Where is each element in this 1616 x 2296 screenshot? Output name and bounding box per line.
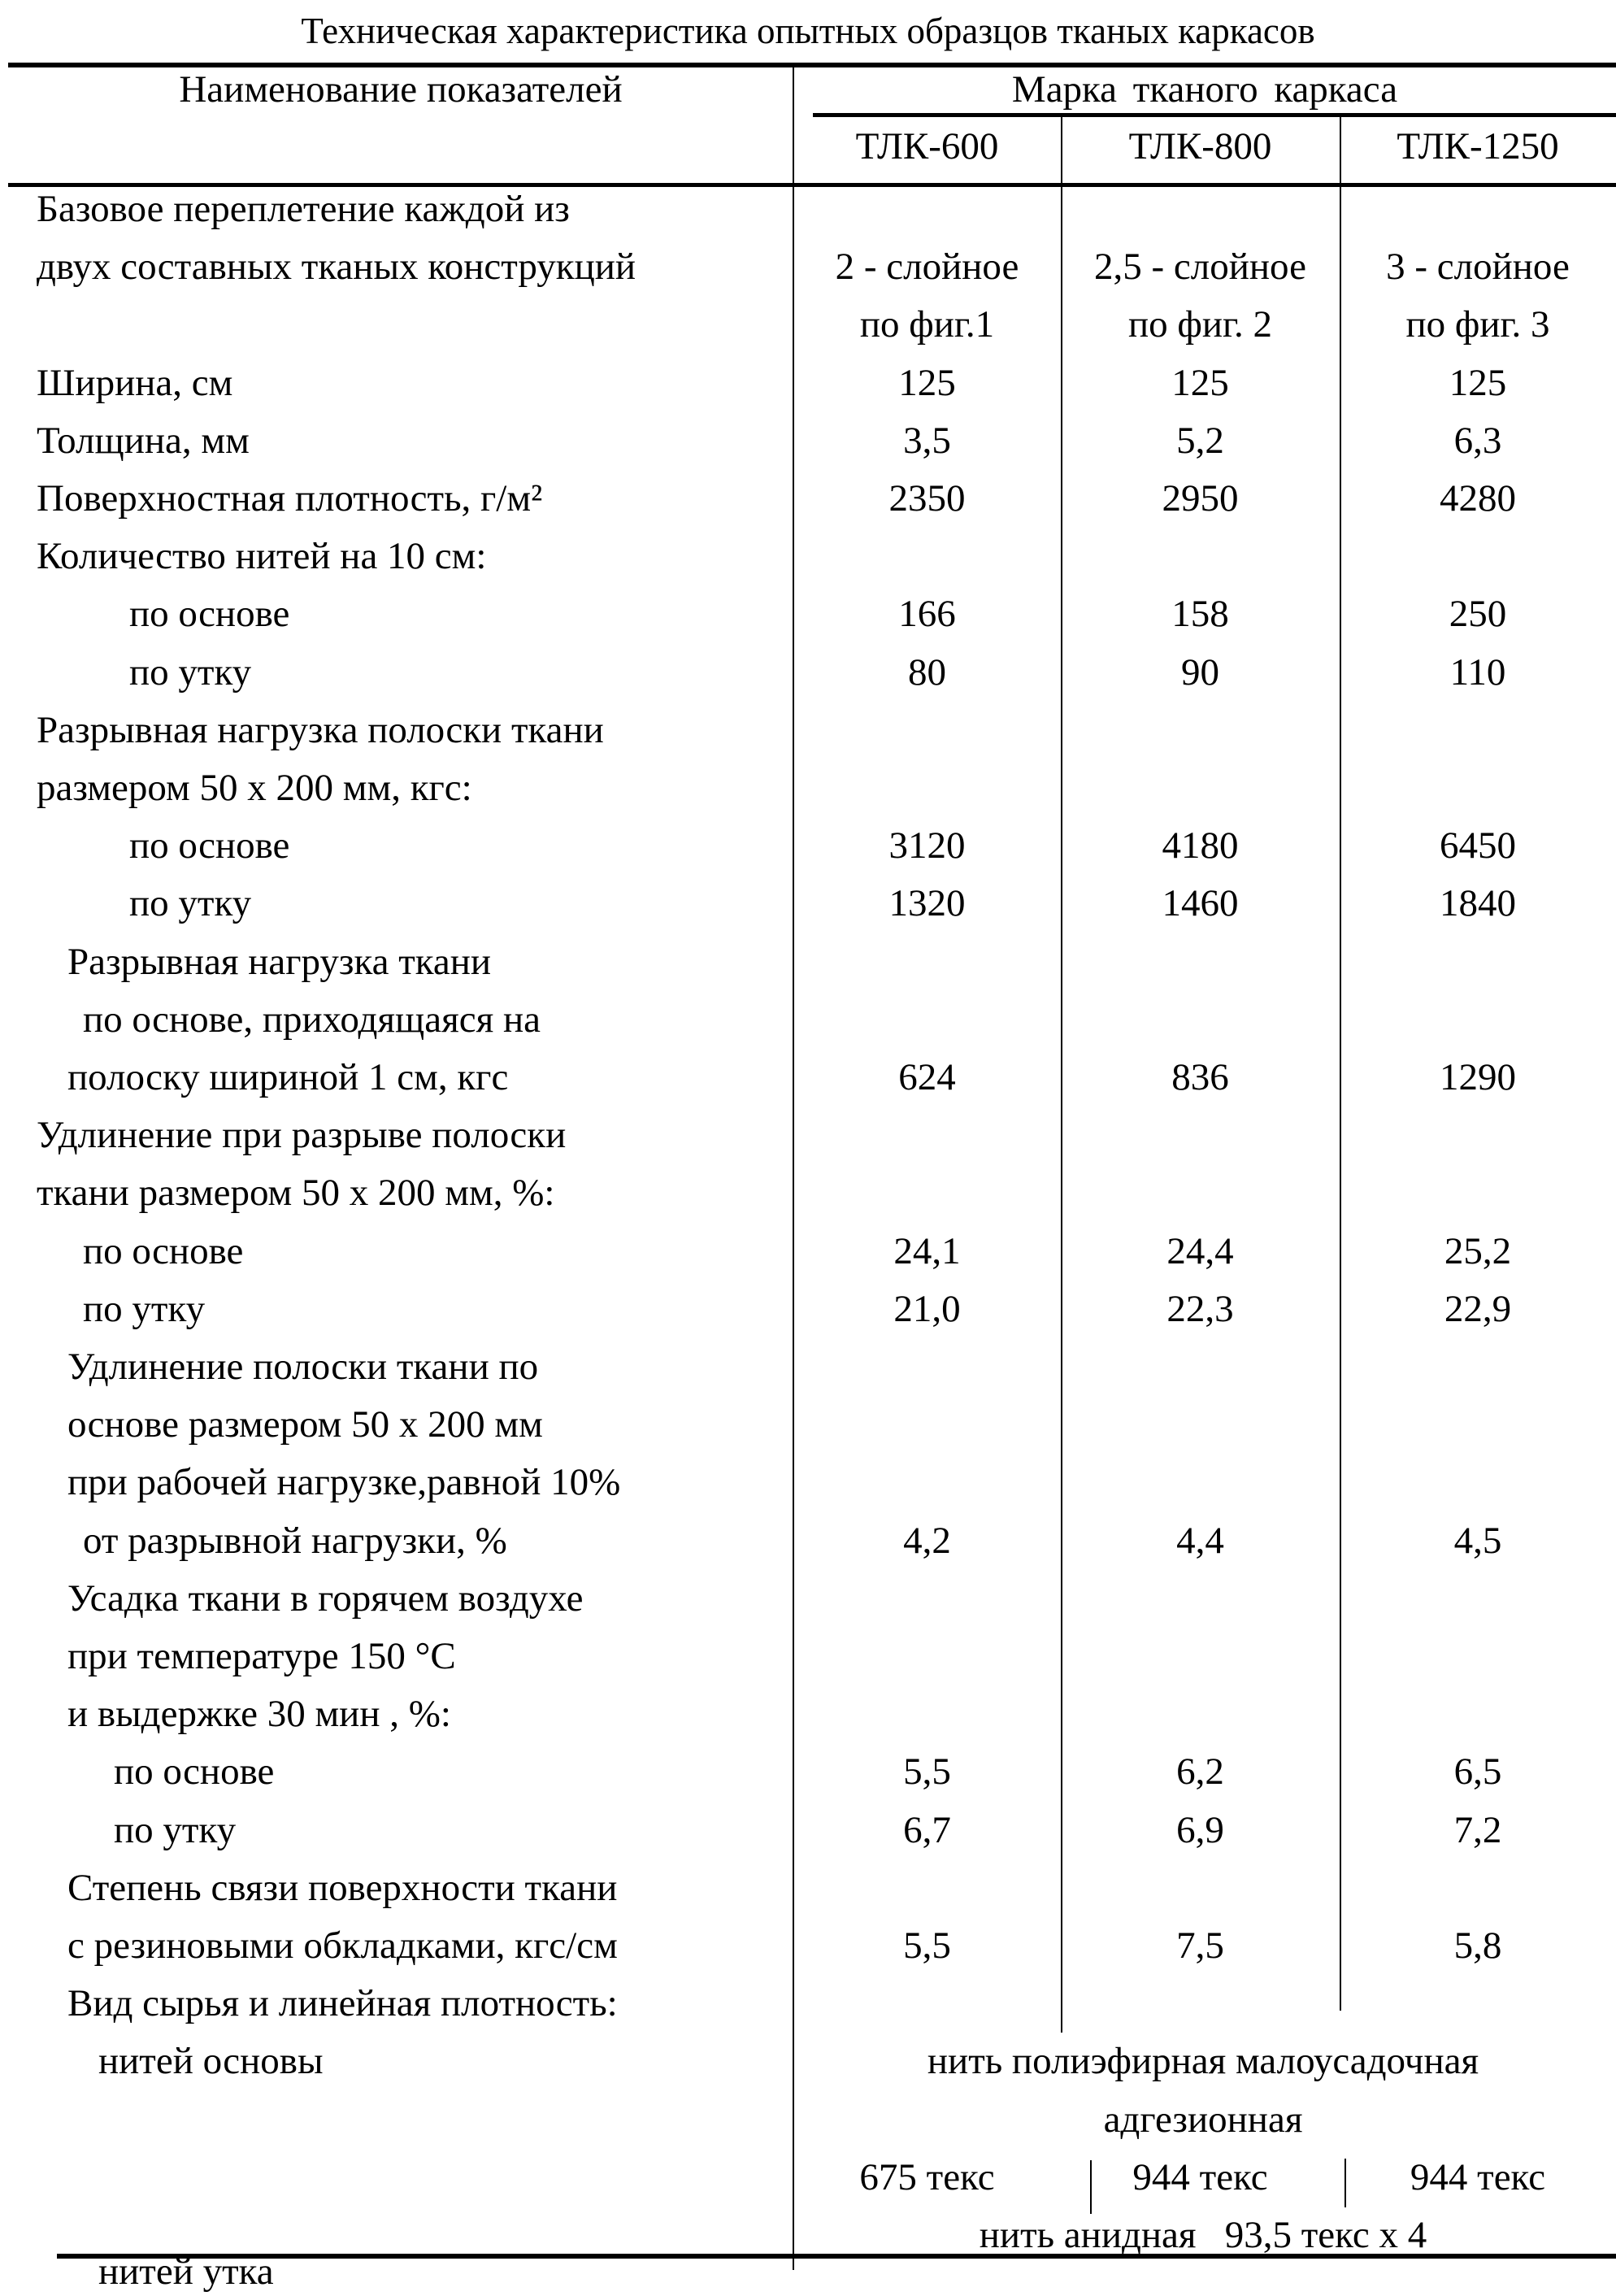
row-value-col2: 5,2	[1061, 416, 1340, 465]
row-value-col1: 675 текс	[793, 2153, 1061, 2202]
header-brand-tlk800: ТЛК-800	[1061, 122, 1340, 171]
row-label: двух составных тканых конструкций	[37, 242, 636, 291]
row-label: Удлинение при разрыве полоски	[37, 1111, 566, 1159]
row-value-col1: 21,0	[793, 1285, 1061, 1333]
row-value-col2: 7,5	[1061, 1921, 1340, 1970]
row-label: Ширина, см	[37, 359, 232, 407]
row-value-col2: 2950	[1061, 474, 1340, 523]
row-label: Усадка ткани в горячем воздухе	[67, 1574, 584, 1623]
row-label: основе размером 50 х 200 мм	[67, 1400, 543, 1449]
row-label: по основе	[83, 1227, 243, 1276]
row-value-col3: 6,5	[1340, 1747, 1616, 1796]
header-brand-tlk1250: ТЛК-1250	[1340, 122, 1616, 171]
row-label: размером 50 х 200 мм, кгс:	[37, 763, 472, 812]
row-value-merged: нить анидная 93,5 текс х 4	[813, 2211, 1593, 2259]
row-value-col2: по фиг. 2	[1061, 300, 1340, 349]
row-label: Разрывная нагрузка полоски ткани	[37, 706, 604, 754]
row-value-col3: 5,8	[1340, 1921, 1616, 1970]
row-label: полоску шириной 1 см, кгс	[67, 1053, 508, 1102]
row-label: Удлинение полоски ткани по	[67, 1342, 538, 1391]
row-label: по утку	[129, 648, 251, 697]
row-value-col2: 4180	[1061, 821, 1340, 870]
row-value-col1: 5,5	[793, 1747, 1061, 1796]
row-value-col1: 125	[793, 359, 1061, 407]
row-value-col1: 5,5	[793, 1921, 1061, 1970]
row-value-col3: 944 текс	[1340, 2153, 1616, 2202]
row-label: по основе	[129, 589, 289, 638]
row-label: Количество нитей на 10 см:	[37, 532, 486, 581]
row-value-col2: 24,4	[1061, 1227, 1340, 1276]
header-name-column: Наименование показателей	[8, 65, 793, 114]
header-brand-group: Марка тканого каркаса	[793, 65, 1616, 114]
row-label: с резиновыми обкладками, кгс/см	[67, 1921, 618, 1970]
row-value-col2: 2,5 - слойное	[1061, 242, 1340, 291]
row-value-col2: 125	[1061, 359, 1340, 407]
row-value-col2: 4,4	[1061, 1516, 1340, 1565]
row-label: Степень связи поверхности ткани	[67, 1863, 617, 1912]
row-label: по основе	[114, 1747, 274, 1796]
row-label: Разрывная нагрузка ткани	[67, 937, 491, 986]
row-value-col3: 1290	[1340, 1053, 1616, 1102]
row-label: по основе	[129, 821, 289, 870]
row-value-col2: 6,2	[1061, 1747, 1340, 1796]
row-label: по утку	[83, 1285, 205, 1333]
row-value-col2: 1460	[1061, 879, 1340, 928]
table-title: Техническая характеристика опытных образцов тканых каркасов	[0, 7, 1616, 55]
row-value-col1: 1320	[793, 879, 1061, 928]
row-value-col3: 125	[1340, 359, 1616, 407]
row-label: по утку	[114, 1806, 236, 1855]
row-value-col3: 110	[1340, 648, 1616, 697]
row-value-col2: 944 текс	[1061, 2153, 1340, 2202]
row-label: по утку	[129, 879, 251, 928]
row-value-col1: 3,5	[793, 416, 1061, 465]
row-value-col2: 6,9	[1061, 1806, 1340, 1855]
row-value-col3: по фиг. 3	[1340, 300, 1616, 349]
row-value-col1: 166	[793, 589, 1061, 638]
row-value-col2: 158	[1061, 589, 1340, 638]
row-label: ткани размером 50 х 200 мм, %:	[37, 1168, 554, 1217]
row-value-col3: 6450	[1340, 821, 1616, 870]
row-value-col1: 2 - слойное	[793, 242, 1061, 291]
row-value-col3: 22,9	[1340, 1285, 1616, 1333]
row-value-col1: 24,1	[793, 1227, 1061, 1276]
row-value-col1: 2350	[793, 474, 1061, 523]
row-label: нитей основы	[98, 2037, 324, 2085]
row-value-col2: 22,3	[1061, 1285, 1340, 1333]
row-label: и выдержке 30 мин , %:	[67, 1689, 451, 1738]
row-value-col1: 624	[793, 1053, 1061, 1102]
row-value-merged: адгезионная	[813, 2095, 1593, 2144]
row-value-col1: 4,2	[793, 1516, 1061, 1565]
row-label: по основе, приходящаяся на	[83, 995, 541, 1044]
row-value-col3: 1840	[1340, 879, 1616, 928]
row-value-col3: 4280	[1340, 474, 1616, 523]
row-value-col3: 3 - слойное	[1340, 242, 1616, 291]
row-value-col1: 3120	[793, 821, 1061, 870]
row-value-col3: 250	[1340, 589, 1616, 638]
row-label: от разрывной нагрузки, %	[83, 1516, 507, 1565]
row-value-col3: 4,5	[1340, 1516, 1616, 1565]
row-label: Толщина, мм	[37, 416, 250, 465]
row-label: нитей утка	[98, 2247, 274, 2296]
row-label: Поверхностная плотность, г/м²	[37, 474, 542, 523]
row-value-col2: 836	[1061, 1053, 1340, 1102]
row-value-col3: 25,2	[1340, 1227, 1616, 1276]
row-label: при температуре 150 °С	[67, 1632, 456, 1681]
row-value-col3: 6,3	[1340, 416, 1616, 465]
header-brand-tlk600: ТЛК-600	[793, 122, 1061, 171]
row-label: при рабочей нагрузке,равной 10%	[67, 1458, 620, 1507]
row-value-col1: 6,7	[793, 1806, 1061, 1855]
row-value-col3: 7,2	[1340, 1806, 1616, 1855]
row-label: Вид сырья и линейная плотность:	[67, 1979, 618, 2028]
row-value-col1: по фиг.1	[793, 300, 1061, 349]
row-label: Базовое переплетение каждой из	[37, 185, 570, 233]
row-value-col1: 80	[793, 648, 1061, 697]
row-value-col2: 90	[1061, 648, 1340, 697]
row-value-merged: нить полиэфирная малоусадочная	[813, 2037, 1593, 2085]
